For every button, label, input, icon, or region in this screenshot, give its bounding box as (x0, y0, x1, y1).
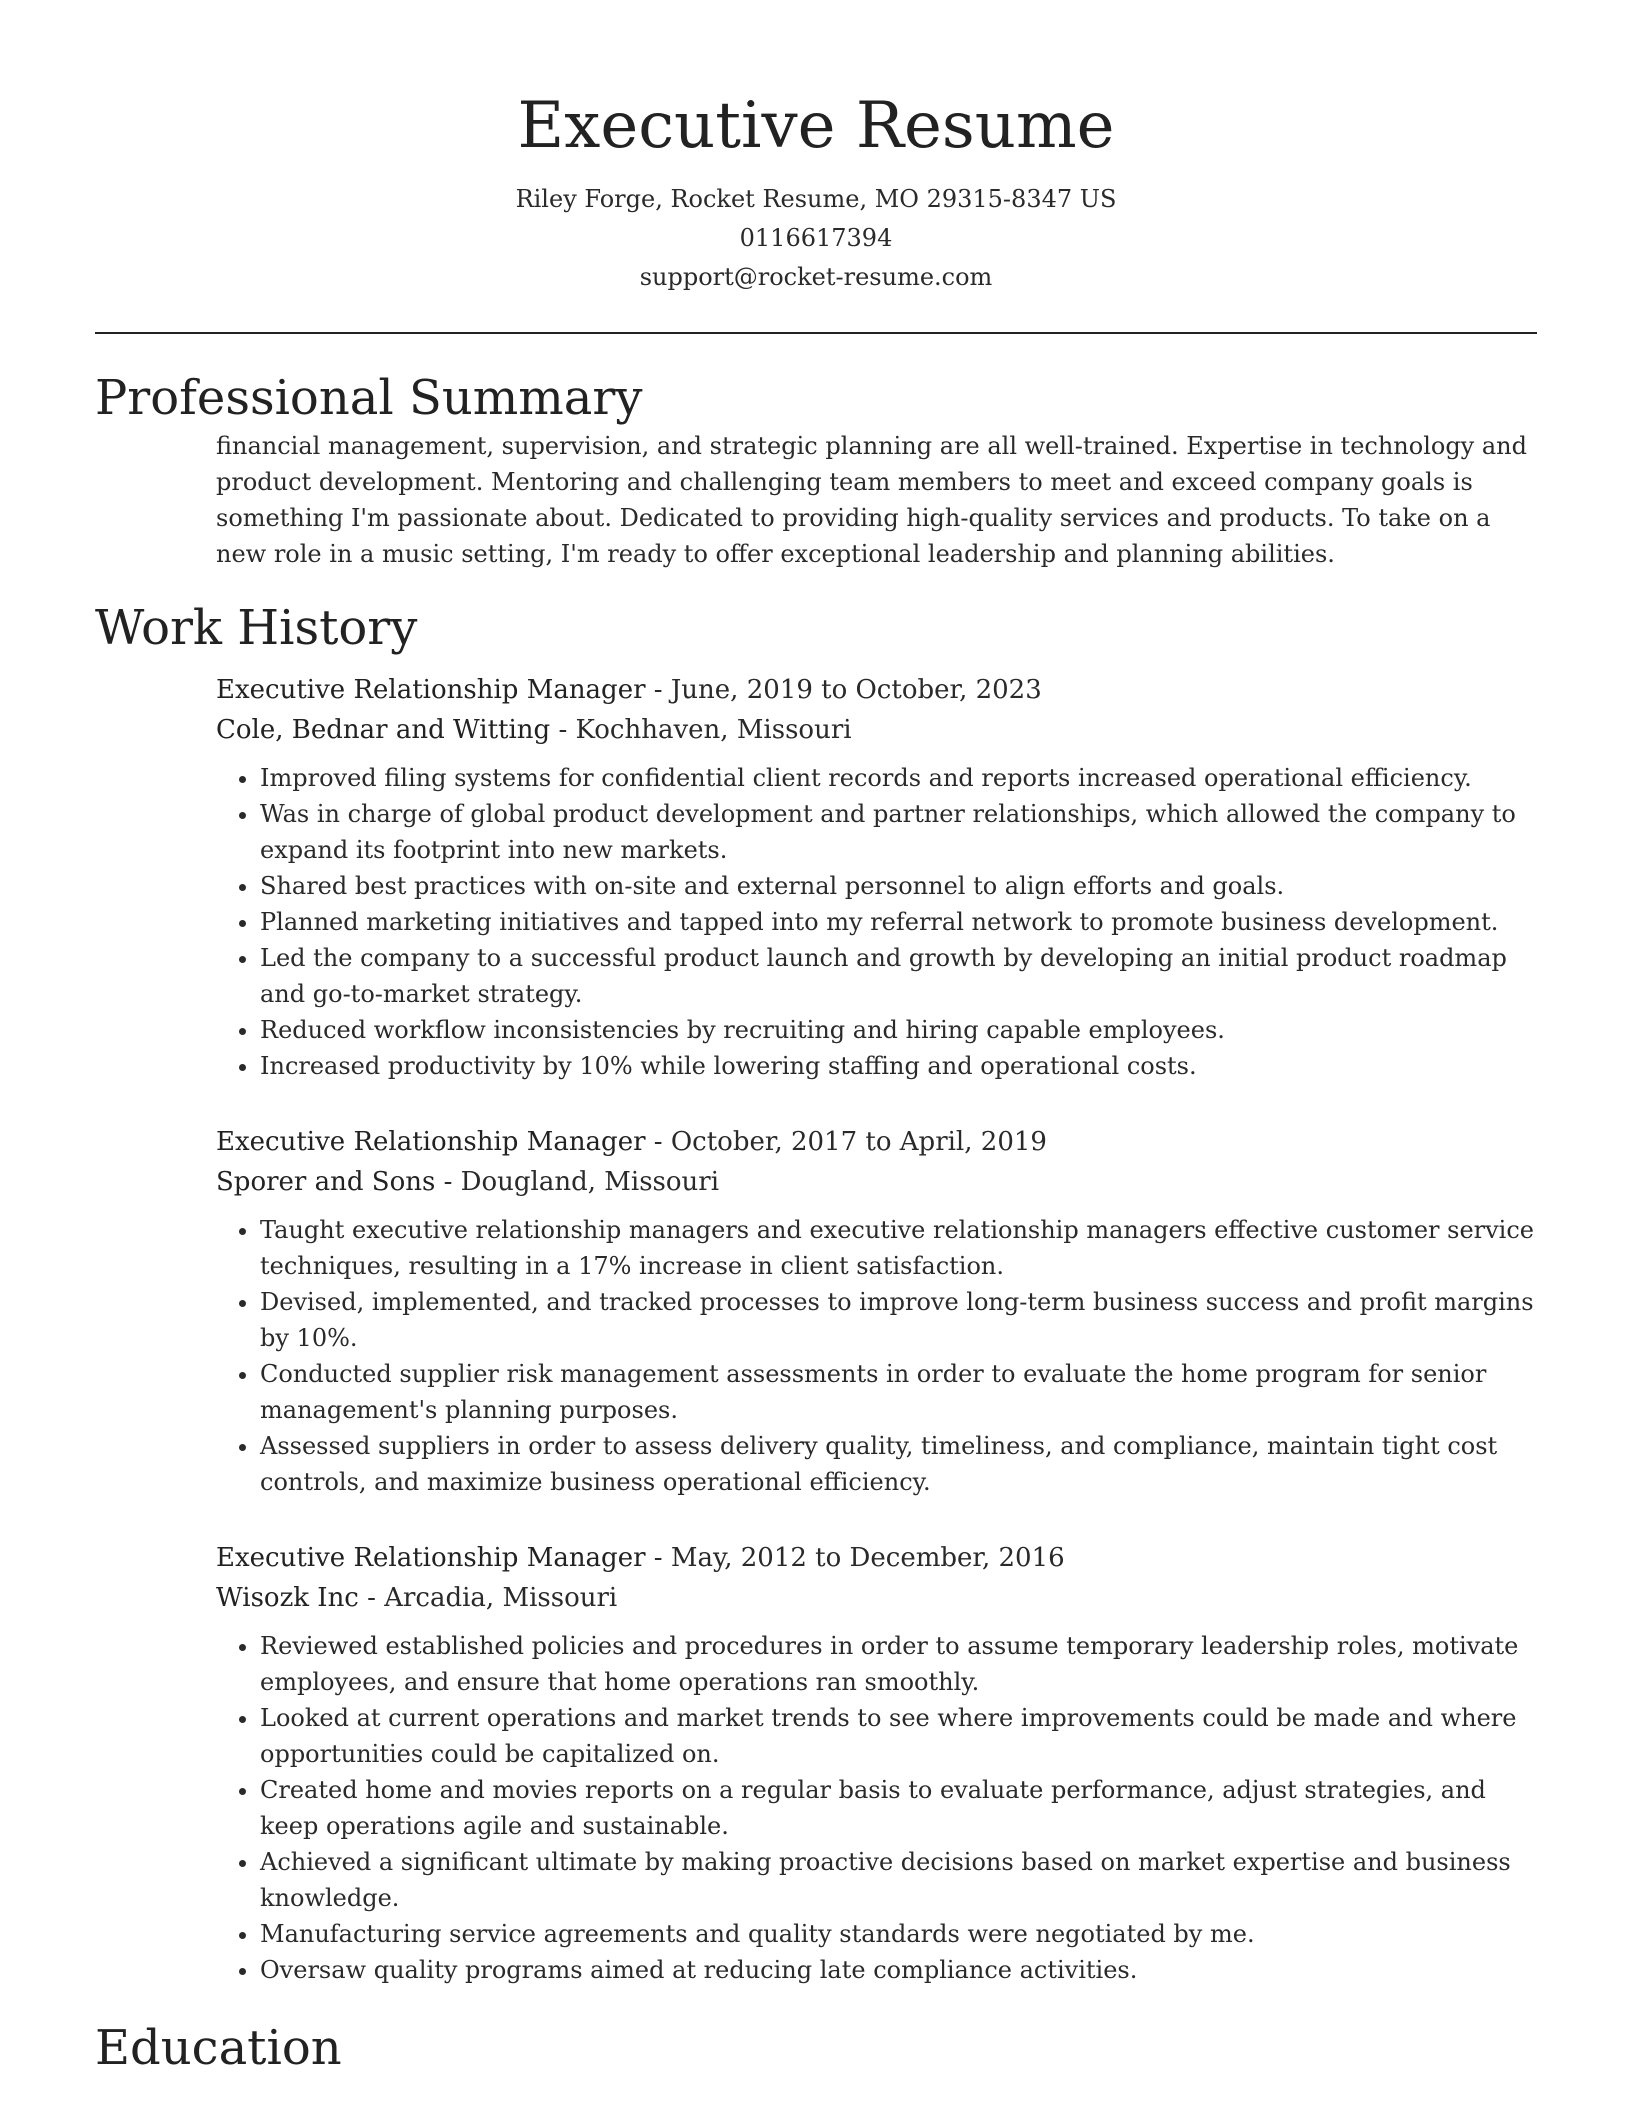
resume-header (95, 0, 1537, 297)
job-bullet: • Devised, implemented, and tracked processes to improve long-term business success and profit margins by 10%. (260, 1284, 1537, 1356)
job-bullet: • Assessed suppliers in order to assess delivery quality, timeliness, and compliance, maintain tight cost controls, and maximize business operational efficiency. (260, 1428, 1537, 1500)
summary-section (95, 428, 1537, 572)
job-company-line (216, 1578, 1537, 1618)
job-title-line (216, 1538, 1537, 1578)
job-bullet: • Reviewed established policies and procedures in order to assume temporary leadership roles, motivate employees, and ensure that home operations ran smoothly. (260, 1628, 1537, 1700)
work-history-heading: Work History (95, 600, 418, 656)
header-divider (95, 332, 1537, 334)
job-dates: June, 2019 to October, 2023 (670, 675, 1042, 705)
job-bullets (216, 760, 1537, 1084)
separator: - (550, 715, 576, 745)
job-bullet: • Oversaw quality programs aimed at reducing late compliance activities. (260, 1952, 1537, 1988)
separator: - (645, 1543, 671, 1573)
job-title-line (216, 1122, 1537, 1162)
separator: - (645, 675, 671, 705)
contact-block (95, 180, 1537, 297)
job-entry (216, 670, 1537, 1084)
summary-text: financial management, supervision, and strategic planning are all well-trained. Expertise in technology and product development. Mentoring and challenging team members to meet and exceed company goals is something I'm passionate about. Dedicated to providing high-quality services and products. To take on a new role in a music setting, I'm ready to offer exceptional leadership and planning abilities. (216, 432, 1527, 568)
work-history-section (95, 670, 1537, 1988)
job-title: Executive Relationship Manager (216, 1127, 646, 1157)
job-company: Sporer and Sons (216, 1167, 436, 1197)
job-bullet: • Increased productivity by 10% while lowering staffing and operational costs. (260, 1048, 1537, 1084)
job-bullet: • Reduced workflow inconsistencies by recruiting and hiring capable employees. (260, 1012, 1537, 1048)
job-bullet: • Improved filing systems for confidential client records and reports increased operational efficiency. (260, 760, 1537, 796)
job-dates: October, 2017 to April, 2019 (670, 1127, 1047, 1157)
contact-address: Riley Forge, Rocket Resume, MO 29315-8347 US (515, 185, 1117, 213)
job-bullet: • Was in charge of global product development and partner relationships, which allowed the company to expand its footprint into new markets. (260, 796, 1537, 868)
separator: - (358, 1583, 385, 1613)
job-title: Executive Relationship Manager (216, 1543, 646, 1573)
job-location: Arcadia, Missouri (384, 1583, 618, 1613)
job-company: Cole, Bednar and Witting (216, 715, 551, 745)
job-bullet: • Led the company to a successful product launch and growth by developing an initial product roadmap and go-to-market strategy. (260, 940, 1537, 1012)
education-heading: Education (95, 2020, 342, 2076)
job-location: Kochhaven, Missouri (575, 715, 852, 745)
job-company: Wisozk Inc (216, 1583, 359, 1613)
job-company-line (216, 710, 1537, 750)
job-bullet: • Conducted supplier risk management assessments in order to evaluate the home program for senior management's planning purposes. (260, 1356, 1537, 1428)
job-bullets (216, 1212, 1537, 1500)
job-bullet: • Shared best practices with on-site and external personnel to align efforts and goals. (260, 868, 1537, 904)
job-bullet: • Planned marketing initiatives and tapped into my referral network to promote business development. (260, 904, 1537, 940)
job-bullet: • Created home and movies reports on a regular basis to evaluate performance, adjust strategies, and keep operations agile and sustainable. (260, 1772, 1537, 1844)
resume-title: Executive Resume (517, 89, 1115, 163)
job-title: Executive Relationship Manager (216, 675, 646, 705)
job-location: Dougland, Missouri (460, 1167, 720, 1197)
summary-heading: Professional Summary (95, 370, 643, 426)
job-company-line (216, 1162, 1537, 1202)
resume-page (95, 0, 1537, 2078)
job-entry (216, 1122, 1537, 1500)
separator: - (645, 1127, 671, 1157)
job-bullet: • Looked at current operations and market trends to see where improvements could be made and where opportunities could be capitalized on. (260, 1700, 1537, 1772)
job-bullet: • Achieved a significant ultimate by making proactive decisions based on market expertise and business knowledge. (260, 1844, 1537, 1916)
contact-email: support@rocket-resume.com (639, 263, 993, 291)
job-bullet: • Taught executive relationship managers and executive relationship managers effective customer service techniques, resulting in a 17% increase in client satisfaction. (260, 1212, 1537, 1284)
separator: - (435, 1167, 461, 1197)
job-bullets (216, 1628, 1537, 1988)
job-bullet: • Manufacturing service agreements and quality standards were negotiated by me. (260, 1916, 1537, 1952)
job-title-line (216, 670, 1537, 710)
job-entry (216, 1538, 1537, 1988)
contact-phone: 0116617394 (739, 224, 893, 252)
job-dates: May, 2012 to December, 2016 (670, 1543, 1065, 1573)
